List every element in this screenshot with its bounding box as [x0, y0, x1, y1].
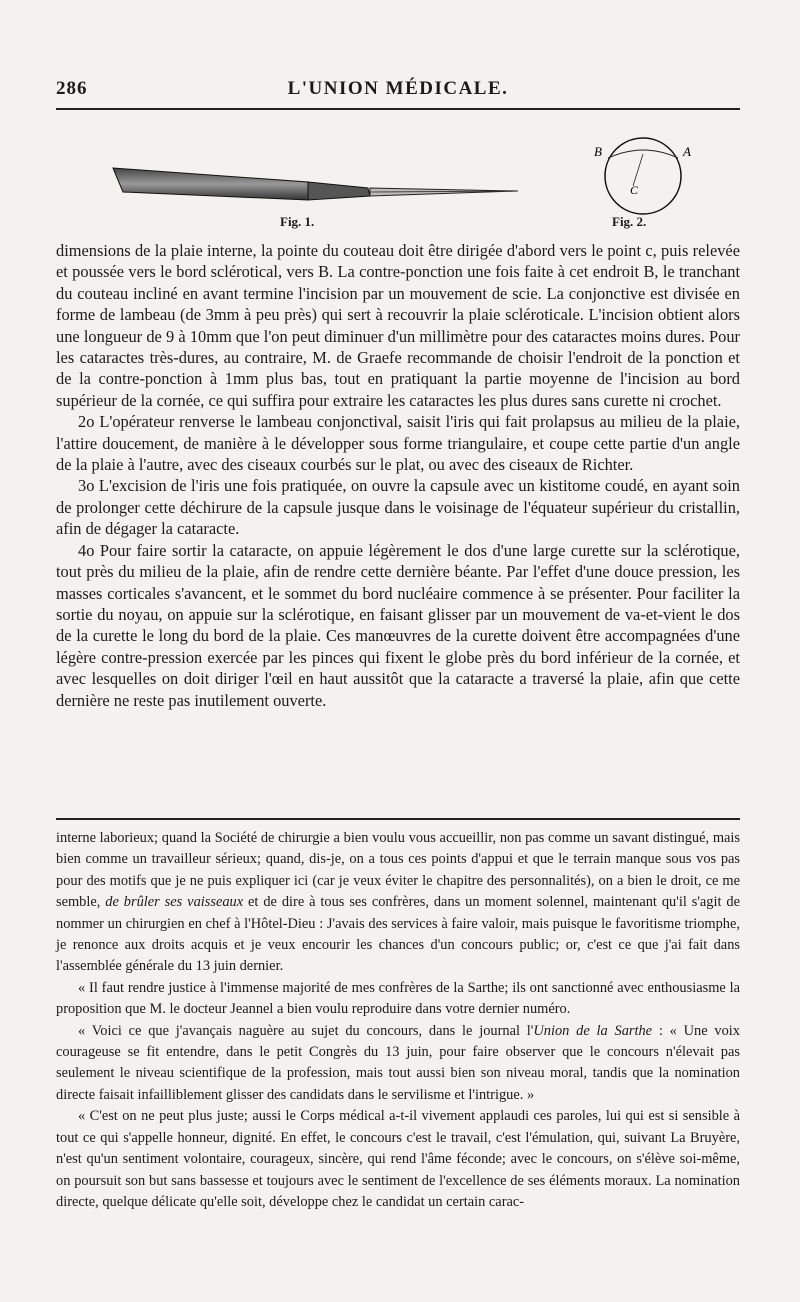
- paragraph-incision: dimensions de la plaie interne, la pointe du couteau doit être dirigée d'abord vers le point c, puis relevée et poussée vers le bord sclérotical, vers B. La contre-ponction une fois faite à cet endroit B, le tranchant du couteau incliné en avant termine l'incision par un mouvement de scie. La conjonctive est divisée en forme de lambeau (de 3mm à peu près) qui sert à recouvrir la plaie scléroticale. L'incision obtient alors une longueur de 9 à 10mm que l'on peut diminuer d'un millimètre pour des cataractes moins dures. Pour les cataractes très-dures, au contraire, M. de Graefe recommande de choisir l'endroit de la ponction et de la contre-ponction à 1mm plus bas, tout en pratiquant la partie moyenne de l'incision au bord supérieur de la cornée, ce qui suffira pour extraire les cataractes les plus dures sans curette ni crochet.: [56, 241, 740, 410]
- fig1-caption: Fig. 1.: [280, 214, 315, 229]
- paragraph-iris-flap: 2o L'opérateur renverse le lambeau conjonctival, saisit l'iris qui fait prolapsus au milieu de la plaie, l'attire doucement, de manière à le développer sous forme triangulaire, et coupe cette partie d'un angle de la plaie à l'autre, avec des ciseaux courbés sur le plat, ou avec des ciseaux de Richter.: [56, 412, 740, 475]
- letter-intro-text-a: interne laborieux; quand la Société de chirurgie a bien voulu vous accueillir, non pas comme un savant distingué, mais bien comme un travailleur sérieux; quand, dis-je, on a tous ces points d'appui et que le terrain manque sous vos pas pour des motifs que je ne puis expliquer ici (car je veux éviter le chapitre des personnalités), on a bien le droit, ce me semble,: [56, 830, 740, 911]
- running-head: [56, 78, 740, 104]
- section-divider: [56, 818, 740, 820]
- journal-name-italic: Union de la Sarthe: [533, 1022, 653, 1039]
- article-concours-letter: [56, 828, 740, 1213]
- paragraph-concours-merits: « C'est on ne peut plus juste; aussi le Corps médical a-t-il vivement applaudi ces paroles, lui qui est si sensible à tout ce qui s'appelle honneur, dignité. En effet, le concours c'est le travail, c'est l'émulation, qui, suivant La Bruyère, n'est qu'un sentiment volontaire, courageux, sincère, qui rend l'âme féconde; avec le concours, on s'élève soi-même, on poursuit son but sans bassesse et toujours avec le sentiment de l'excellence de ses éléments moraux. La nomination directe, quelque délicate qu'elle soit, développe chez le candidat un certain carac-: [56, 1108, 740, 1210]
- paragraph-sarthe-confreres: « Il faut rendre justice à l'immense majorité de mes confrères de la Sarthe; ils ont sanctionné avec enthousiasme la proposition que M. le docteur Jeannel a bien voulu reproduire dans votre dernier numéro.: [56, 979, 740, 1018]
- fig2-label-b: B: [594, 144, 602, 159]
- paragraph-letter-intro: [56, 828, 740, 978]
- paragraph-extraction: 4o Pour faire sortir la cataracte, on appuie légèrement le dos d'une large curette sur la sclérotique, tout près du milieu de la plaie, afin de rendre cette dernière béante. Par l'effet d'une douce pression, les masses corticales s'avancent, et le sommet du bord nucléaire commence à se présenter. Pour faciliter la sortie du noyau, on appuie sur la sclérotique, en faisant glisser par un mouvement de va-et-vient le dos de la curette le long du bord de la plaie. Ces manœuvres de la curette doivent être accompagnées d'une légère contre-pression exercée par les pinces qui fixent le globe près du bord inférieur de la cornée, et avec lesquelles on doit diriger l'œil en haut aussitôt que la cataracte a traversé la plaie, afin que cette dernière ne reste pas inutilement ouverte.: [56, 540, 740, 710]
- letter-intro-text-b: et de dire à tous ses confrères, dans un moment solennel, maintenant qu'il s'agit de nommer un chirurgien en chef à l'Hôtel-Dieu : J'avais des services à faire valoir, mais puisque le favoritisme triomphe, je renonce aux droits acquis et je veux encourir les chances d'un concours public; or, c'est ce que j'ai fait dans l'assemblée générale du 13 juin dernier.: [56, 894, 740, 975]
- fig2-label-c: C: [630, 183, 639, 197]
- quote-text-b: : « Une voix courageuse se fit entendre, dans le petit Congrès du 13 juin, pour faire observer que le concours n'élevait pas seulement le niveau scientifique de la profession, mais tout aussi bien son niveau moral, tandis que la nomination directe faisait infailliblement glisser des candidats dans le servilisme et l'intrigue. »: [56, 1022, 740, 1103]
- cataract-knife-illustration: [108, 154, 528, 214]
- page-number: 286: [56, 78, 88, 99]
- fig2-label-a: A: [683, 144, 691, 159]
- figures-row: [56, 118, 740, 230]
- article-cataract-operation: [56, 240, 740, 711]
- header-rule: [56, 108, 740, 110]
- quote-text-a: « Voici ce que j'avançais naguère au sujet du concours, dans le journal l': [78, 1022, 534, 1039]
- paragraph-capsule: 3o L'excision de l'iris une fois pratiquée, on ouvre la capsule avec un kistitome coudé, en ayant soin de prolonger cette déchirure de la capsule jusque dans le voisinage de l'équateur supérieur du cristallin, afin de dégager la cataracte.: [56, 476, 740, 539]
- fig2-caption: Fig. 2.: [612, 214, 647, 229]
- journal-title: L'UNION MÉDICALE.: [287, 78, 509, 99]
- paragraph-union-sarthe-quote: [56, 1021, 740, 1107]
- letter-italic-phrase: de brûler ses vaisseaux: [105, 894, 244, 911]
- eye-incision-diagram: [588, 128, 698, 223]
